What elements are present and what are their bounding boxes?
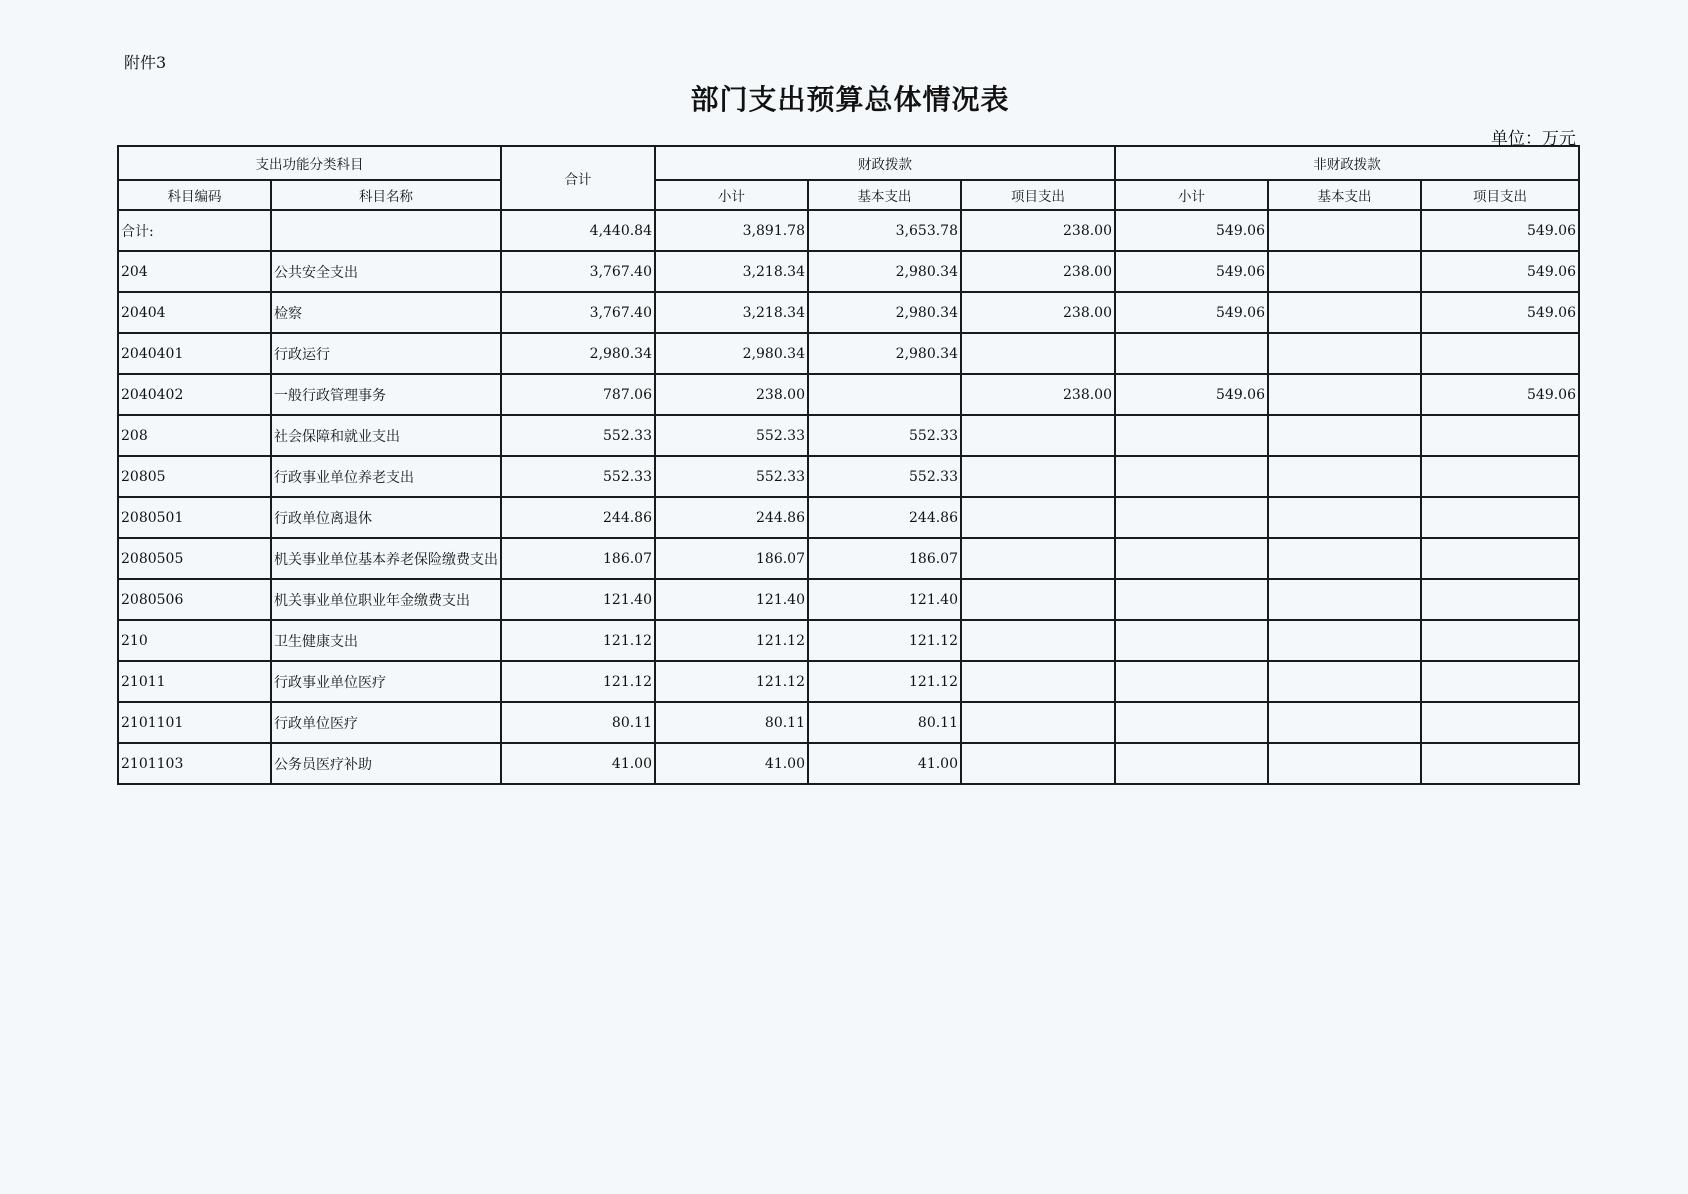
total-cell: 787.06	[501, 374, 655, 415]
fiscal-subtotal-cell: 552.33	[655, 456, 808, 497]
code-cell: 21011	[118, 661, 271, 702]
code-cell: 20805	[118, 456, 271, 497]
fiscal-project-cell: 238.00	[961, 292, 1115, 333]
name-cell	[271, 210, 501, 251]
nonfiscal-subtotal-cell: 549.06	[1115, 374, 1268, 415]
fiscal-project-cell	[961, 620, 1115, 661]
attachment-label: 附件3	[124, 53, 167, 72]
nonfiscal-subtotal-cell	[1115, 702, 1268, 743]
nonfiscal-subtotal-cell	[1115, 456, 1268, 497]
nonfiscal-project-cell	[1421, 661, 1579, 702]
table-row	[118, 456, 1579, 497]
nonfiscal-project-cell	[1421, 620, 1579, 661]
header-fiscal-basic: 基本支出	[808, 180, 961, 210]
nonfiscal-subtotal-cell	[1115, 620, 1268, 661]
fiscal-subtotal-cell: 3,218.34	[655, 292, 808, 333]
total-cell: 186.07	[501, 538, 655, 579]
nonfiscal-project-cell: 549.06	[1421, 210, 1579, 251]
fiscal-subtotal-cell: 121.12	[655, 661, 808, 702]
unit-label: 单位：万元	[1491, 129, 1576, 149]
table-row	[118, 702, 1579, 743]
nonfiscal-subtotal-cell: 549.06	[1115, 292, 1268, 333]
fiscal-subtotal-cell: 121.40	[655, 579, 808, 620]
nonfiscal-subtotal-cell	[1115, 538, 1268, 579]
code-cell: 2080506	[118, 579, 271, 620]
code-cell: 204	[118, 251, 271, 292]
table-body	[118, 210, 1579, 784]
fiscal-basic-cell: 2,980.34	[808, 333, 961, 374]
fiscal-subtotal-cell: 186.07	[655, 538, 808, 579]
total-cell: 3,767.40	[501, 251, 655, 292]
total-cell: 552.33	[501, 415, 655, 456]
total-cell: 3,767.40	[501, 292, 655, 333]
nonfiscal-basic-cell	[1268, 743, 1421, 784]
total-cell: 2,980.34	[501, 333, 655, 374]
header-nonfiscal-project: 项目支出	[1421, 180, 1579, 210]
fiscal-basic-cell: 3,653.78	[808, 210, 961, 251]
fiscal-subtotal-cell: 41.00	[655, 743, 808, 784]
total-cell: 80.11	[501, 702, 655, 743]
nonfiscal-basic-cell	[1268, 497, 1421, 538]
nonfiscal-project-cell: 549.06	[1421, 292, 1579, 333]
nonfiscal-subtotal-cell: 549.06	[1115, 210, 1268, 251]
nonfiscal-basic-cell	[1268, 251, 1421, 292]
header-total: 合计	[501, 146, 655, 210]
nonfiscal-subtotal-cell	[1115, 743, 1268, 784]
fiscal-basic-cell: 121.40	[808, 579, 961, 620]
nonfiscal-project-cell	[1421, 538, 1579, 579]
nonfiscal-subtotal-cell	[1115, 497, 1268, 538]
table-row	[118, 292, 1579, 333]
nonfiscal-basic-cell	[1268, 661, 1421, 702]
name-cell: 公务员医疗补助	[271, 743, 501, 784]
fiscal-project-cell	[961, 661, 1115, 702]
fiscal-project-cell	[961, 538, 1115, 579]
table-row	[118, 415, 1579, 456]
fiscal-project-cell: 238.00	[961, 374, 1115, 415]
nonfiscal-project-cell: 549.06	[1421, 374, 1579, 415]
table-row	[118, 251, 1579, 292]
name-cell: 一般行政管理事务	[271, 374, 501, 415]
table-row	[118, 538, 1579, 579]
table-row	[118, 374, 1579, 415]
fiscal-basic-cell: 2,980.34	[808, 292, 961, 333]
fiscal-basic-cell: 186.07	[808, 538, 961, 579]
fiscal-project-cell: 238.00	[961, 210, 1115, 251]
nonfiscal-subtotal-cell	[1115, 333, 1268, 374]
name-cell: 机关事业单位职业年金缴费支出	[271, 579, 501, 620]
total-cell: 552.33	[501, 456, 655, 497]
fiscal-basic-cell: 244.86	[808, 497, 961, 538]
fiscal-project-cell	[961, 579, 1115, 620]
total-cell: 244.86	[501, 497, 655, 538]
nonfiscal-project-cell	[1421, 579, 1579, 620]
nonfiscal-basic-cell	[1268, 292, 1421, 333]
nonfiscal-project-cell	[1421, 497, 1579, 538]
nonfiscal-project-cell	[1421, 456, 1579, 497]
fiscal-project-cell	[961, 415, 1115, 456]
fiscal-basic-cell: 2,980.34	[808, 251, 961, 292]
fiscal-project-cell: 238.00	[961, 251, 1115, 292]
fiscal-basic-cell: 80.11	[808, 702, 961, 743]
fiscal-subtotal-cell: 552.33	[655, 415, 808, 456]
code-cell: 2040401	[118, 333, 271, 374]
header-name: 科目名称	[271, 180, 501, 210]
header-function-group: 支出功能分类科目	[118, 146, 501, 180]
header-code: 科目编码	[118, 180, 271, 210]
nonfiscal-basic-cell	[1268, 333, 1421, 374]
name-cell: 行政事业单位医疗	[271, 661, 501, 702]
header-fiscal-project: 项目支出	[961, 180, 1115, 210]
table-row	[118, 333, 1579, 374]
code-cell: 210	[118, 620, 271, 661]
table-row	[118, 743, 1579, 784]
nonfiscal-subtotal-cell	[1115, 661, 1268, 702]
name-cell: 社会保障和就业支出	[271, 415, 501, 456]
nonfiscal-basic-cell	[1268, 579, 1421, 620]
nonfiscal-project-cell	[1421, 333, 1579, 374]
nonfiscal-subtotal-cell	[1115, 415, 1268, 456]
fiscal-subtotal-cell: 3,891.78	[655, 210, 808, 251]
name-cell: 行政单位医疗	[271, 702, 501, 743]
nonfiscal-basic-cell	[1268, 210, 1421, 251]
nonfiscal-basic-cell	[1268, 538, 1421, 579]
fiscal-basic-cell: 121.12	[808, 661, 961, 702]
table-row	[118, 579, 1579, 620]
code-cell: 2080501	[118, 497, 271, 538]
fiscal-subtotal-cell: 3,218.34	[655, 251, 808, 292]
fiscal-basic-cell: 41.00	[808, 743, 961, 784]
total-cell: 41.00	[501, 743, 655, 784]
nonfiscal-project-cell: 549.06	[1421, 251, 1579, 292]
name-cell: 卫生健康支出	[271, 620, 501, 661]
table-row	[118, 661, 1579, 702]
table-row	[118, 620, 1579, 661]
fiscal-project-cell	[961, 743, 1115, 784]
code-cell: 2101101	[118, 702, 271, 743]
fiscal-project-cell	[961, 333, 1115, 374]
fiscal-subtotal-cell: 238.00	[655, 374, 808, 415]
name-cell: 公共安全支出	[271, 251, 501, 292]
name-cell: 行政运行	[271, 333, 501, 374]
fiscal-subtotal-cell: 80.11	[655, 702, 808, 743]
nonfiscal-basic-cell	[1268, 415, 1421, 456]
total-cell: 121.12	[501, 620, 655, 661]
code-cell: 2040402	[118, 374, 271, 415]
code-cell: 2080505	[118, 538, 271, 579]
nonfiscal-subtotal-cell: 549.06	[1115, 251, 1268, 292]
fiscal-project-cell	[961, 456, 1115, 497]
total-cell: 121.12	[501, 661, 655, 702]
fiscal-basic-cell: 552.33	[808, 456, 961, 497]
name-cell: 行政单位离退休	[271, 497, 501, 538]
total-cell: 4,440.84	[501, 210, 655, 251]
fiscal-basic-cell: 552.33	[808, 415, 961, 456]
fiscal-subtotal-cell: 2,980.34	[655, 333, 808, 374]
table-row	[118, 210, 1579, 251]
nonfiscal-subtotal-cell	[1115, 579, 1268, 620]
table-row	[118, 497, 1579, 538]
fiscal-project-cell	[961, 702, 1115, 743]
code-cell: 合计:	[118, 210, 271, 251]
nonfiscal-project-cell	[1421, 743, 1579, 784]
code-cell: 2101103	[118, 743, 271, 784]
name-cell: 行政事业单位养老支出	[271, 456, 501, 497]
name-cell: 检察	[271, 292, 501, 333]
header-fiscal-group: 财政拨款	[655, 146, 1115, 180]
name-cell: 机关事业单位基本养老保险缴费支出	[271, 538, 501, 579]
header-fiscal-subtotal: 小计	[655, 180, 808, 210]
nonfiscal-project-cell	[1421, 415, 1579, 456]
code-cell: 20404	[118, 292, 271, 333]
total-cell: 121.40	[501, 579, 655, 620]
page-title: 部门支出预算总体情况表	[690, 83, 1010, 116]
fiscal-project-cell	[961, 497, 1115, 538]
nonfiscal-basic-cell	[1268, 702, 1421, 743]
nonfiscal-basic-cell	[1268, 374, 1421, 415]
nonfiscal-basic-cell	[1268, 456, 1421, 497]
fiscal-basic-cell: 121.12	[808, 620, 961, 661]
nonfiscal-project-cell	[1421, 702, 1579, 743]
fiscal-subtotal-cell: 244.86	[655, 497, 808, 538]
budget-table	[117, 145, 1580, 785]
table-header	[118, 146, 1579, 210]
header-nonfiscal-group: 非财政拨款	[1115, 146, 1579, 180]
fiscal-basic-cell	[808, 374, 961, 415]
header-nonfiscal-basic: 基本支出	[1268, 180, 1421, 210]
fiscal-subtotal-cell: 121.12	[655, 620, 808, 661]
code-cell: 208	[118, 415, 271, 456]
header-nonfiscal-subtotal: 小计	[1115, 180, 1268, 210]
nonfiscal-basic-cell	[1268, 620, 1421, 661]
